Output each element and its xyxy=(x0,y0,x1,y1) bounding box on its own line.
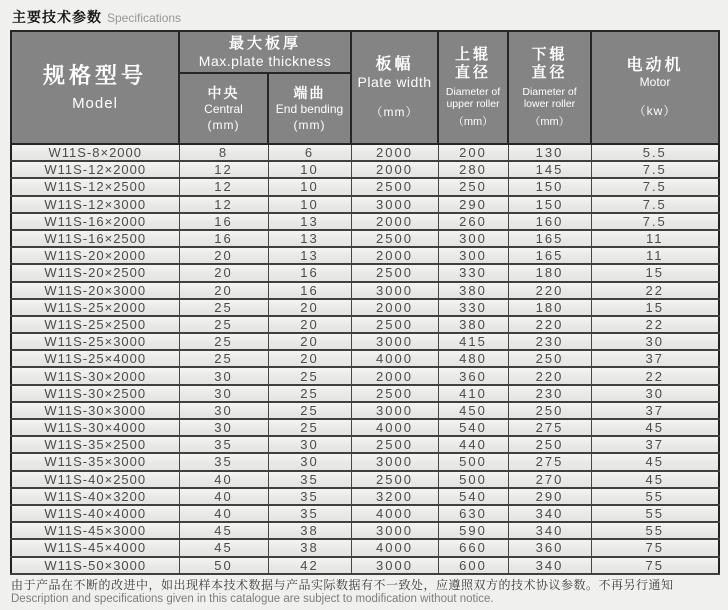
end-bending-cell: 38 xyxy=(268,539,351,556)
table-row xyxy=(11,196,719,213)
header-max-plate-thickness xyxy=(179,31,351,73)
table-row xyxy=(11,178,719,195)
table-row xyxy=(11,505,719,522)
plate-width-cell: 4000 xyxy=(351,419,438,436)
motor-power-cell: 55 xyxy=(591,522,719,539)
lower-roller-cell: 180 xyxy=(508,264,591,281)
central-thickness-cell: 25 xyxy=(179,350,268,367)
end-bending-cell: 42 xyxy=(268,557,351,574)
plate-width-cell: 3000 xyxy=(351,557,438,574)
end-bending-cell: 13 xyxy=(268,213,351,230)
plate-width-cell: 2000 xyxy=(351,213,438,230)
central-thickness-cell: 20 xyxy=(179,247,268,264)
motor-power-cell: 37 xyxy=(591,402,719,419)
model-cell: W11S-30×2000 xyxy=(11,367,179,384)
end-bending-cell: 6 xyxy=(268,144,351,161)
table-header xyxy=(11,31,719,144)
table-row xyxy=(11,161,719,178)
plate-width-cell: 3200 xyxy=(351,488,438,505)
header-end-bending-en: End bending xyxy=(275,102,344,117)
lower-roller-cell: 340 xyxy=(508,522,591,539)
central-thickness-cell: 35 xyxy=(179,436,268,453)
end-bending-cell: 20 xyxy=(268,299,351,316)
header-upper-roller-zh-line1: 上辊 xyxy=(455,45,492,63)
end-bending-cell: 20 xyxy=(268,316,351,333)
lower-roller-cell: 290 xyxy=(508,488,591,505)
upper-roller-cell: 260 xyxy=(438,213,508,230)
table-row xyxy=(11,247,719,264)
central-thickness-cell: 40 xyxy=(179,471,268,488)
upper-roller-cell: 330 xyxy=(438,264,508,281)
motor-power-cell: 7.5 xyxy=(591,213,719,230)
header-end-bending xyxy=(268,73,351,144)
motor-power-cell: 45 xyxy=(591,471,719,488)
header-plate-width xyxy=(351,31,438,144)
page-title-zh: 主要技术参数 xyxy=(12,9,102,25)
plate-width-cell: 2000 xyxy=(351,367,438,384)
upper-roller-cell: 380 xyxy=(438,316,508,333)
central-thickness-cell: 50 xyxy=(179,557,268,574)
motor-power-cell: 11 xyxy=(591,230,719,247)
model-cell: W11S-25×4000 xyxy=(11,350,179,367)
plate-width-cell: 2500 xyxy=(351,264,438,281)
table-row xyxy=(11,539,719,556)
model-cell: W11S-30×3000 xyxy=(11,402,179,419)
lower-roller-cell: 270 xyxy=(508,471,591,488)
upper-roller-cell: 480 xyxy=(438,350,508,367)
central-thickness-cell: 40 xyxy=(179,505,268,522)
header-central xyxy=(179,73,268,144)
model-cell: W11S-30×4000 xyxy=(11,419,179,436)
end-bending-cell: 13 xyxy=(268,230,351,247)
upper-roller-cell: 630 xyxy=(438,505,508,522)
central-thickness-cell: 25 xyxy=(179,316,268,333)
upper-roller-cell: 590 xyxy=(438,522,508,539)
upper-roller-cell: 450 xyxy=(438,402,508,419)
footer-note-en: Description and specifications given in this catalogue are subject to modification without notice. xyxy=(11,592,494,605)
table-row xyxy=(11,522,719,539)
central-thickness-cell: 45 xyxy=(179,522,268,539)
upper-roller-cell: 500 xyxy=(438,453,508,470)
upper-roller-cell: 330 xyxy=(438,299,508,316)
model-cell: W11S-12×2500 xyxy=(11,178,179,195)
central-thickness-cell: 20 xyxy=(179,264,268,281)
end-bending-cell: 30 xyxy=(268,436,351,453)
lower-roller-cell: 250 xyxy=(508,436,591,453)
upper-roller-cell: 300 xyxy=(438,230,508,247)
plate-width-cell: 2000 xyxy=(351,247,438,264)
header-central-zh: 中央 xyxy=(207,84,240,101)
header-lower-roller-zh-line2: 直径 xyxy=(531,63,568,81)
end-bending-cell: 20 xyxy=(268,333,351,350)
lower-roller-cell: 150 xyxy=(508,178,591,195)
lower-roller-cell: 250 xyxy=(508,350,591,367)
central-thickness-cell: 40 xyxy=(179,488,268,505)
motor-power-cell: 15 xyxy=(591,264,719,281)
header-motor-en: Motor xyxy=(639,74,671,89)
plate-width-cell: 2500 xyxy=(351,316,438,333)
table-row xyxy=(11,453,719,470)
lower-roller-cell: 220 xyxy=(508,367,591,384)
header-lower-roller-zh-line1: 下辊 xyxy=(531,45,568,63)
header-lower-roller-unit: （mm） xyxy=(529,116,570,129)
central-thickness-cell: 30 xyxy=(179,402,268,419)
motor-power-cell: 55 xyxy=(591,505,719,522)
central-thickness-cell: 30 xyxy=(179,385,268,402)
end-bending-cell: 25 xyxy=(268,385,351,402)
upper-roller-cell: 415 xyxy=(438,333,508,350)
upper-roller-cell: 200 xyxy=(438,144,508,161)
model-cell: W11S-12×2000 xyxy=(11,161,179,178)
upper-roller-cell: 280 xyxy=(438,161,508,178)
motor-power-cell: 11 xyxy=(591,247,719,264)
header-central-en: Central xyxy=(204,102,243,117)
end-bending-cell: 35 xyxy=(268,505,351,522)
table-row xyxy=(11,367,719,384)
motor-power-cell: 45 xyxy=(591,419,719,436)
lower-roller-cell: 275 xyxy=(508,419,591,436)
table-row xyxy=(11,557,719,574)
plate-width-cell: 3000 xyxy=(351,333,438,350)
header-upper-roller-diameter xyxy=(438,31,508,144)
upper-roller-cell: 660 xyxy=(438,539,508,556)
model-cell: W11S-40×2500 xyxy=(11,471,179,488)
plate-width-cell: 3000 xyxy=(351,402,438,419)
plate-width-cell: 2500 xyxy=(351,230,438,247)
plate-width-cell: 2500 xyxy=(351,385,438,402)
lower-roller-cell: 360 xyxy=(508,539,591,556)
end-bending-cell: 13 xyxy=(268,247,351,264)
header-motor xyxy=(591,31,719,144)
upper-roller-cell: 600 xyxy=(438,557,508,574)
lower-roller-cell: 250 xyxy=(508,402,591,419)
end-bending-cell: 35 xyxy=(268,471,351,488)
upper-roller-cell: 250 xyxy=(438,178,508,195)
central-thickness-cell: 12 xyxy=(179,178,268,195)
model-cell: W11S-20×2000 xyxy=(11,247,179,264)
motor-power-cell: 45 xyxy=(591,453,719,470)
header-upper-roller-en: Diameter of upper roller xyxy=(445,85,501,110)
lower-roller-cell: 145 xyxy=(508,161,591,178)
table-row xyxy=(11,402,719,419)
motor-power-cell: 22 xyxy=(591,282,719,299)
motor-power-cell: 15 xyxy=(591,299,719,316)
header-upper-roller-unit: （mm） xyxy=(452,116,494,129)
central-thickness-cell: 45 xyxy=(179,539,268,556)
motor-power-cell: 5.5 xyxy=(591,144,719,161)
table-body xyxy=(11,144,719,574)
model-cell: W11S-35×2500 xyxy=(11,436,179,453)
central-thickness-cell: 12 xyxy=(179,196,268,213)
central-thickness-cell: 16 xyxy=(179,230,268,247)
plate-width-cell: 2500 xyxy=(351,471,438,488)
lower-roller-cell: 220 xyxy=(508,316,591,333)
footer-note-zh: 由于产品在不断的改进中，如出现样本技术数据与产品实际数据有不一致处，应遵照双方的技术协议参数。不再另行通知 xyxy=(11,577,674,592)
header-central-unit: (mm) xyxy=(207,118,240,133)
upper-roller-cell: 290 xyxy=(438,196,508,213)
central-thickness-cell: 30 xyxy=(179,367,268,384)
motor-power-cell: 22 xyxy=(591,367,719,384)
end-bending-cell: 10 xyxy=(268,196,351,213)
table-row xyxy=(11,488,719,505)
end-bending-cell: 25 xyxy=(268,367,351,384)
motor-power-cell: 7.5 xyxy=(591,161,719,178)
lower-roller-cell: 165 xyxy=(508,230,591,247)
header-upper-roller-zh-line2: 直径 xyxy=(455,63,492,81)
table-row xyxy=(11,385,719,402)
end-bending-cell: 38 xyxy=(268,522,351,539)
table-row xyxy=(11,436,719,453)
header-model-en: Model xyxy=(72,95,118,113)
upper-roller-cell: 540 xyxy=(438,419,508,436)
table-row xyxy=(11,419,719,436)
plate-width-cell: 2500 xyxy=(351,178,438,195)
model-cell: W11S-20×2500 xyxy=(11,264,179,281)
model-cell: W11S-45×4000 xyxy=(11,539,179,556)
central-thickness-cell: 25 xyxy=(179,299,268,316)
motor-power-cell: 30 xyxy=(591,385,719,402)
footer-note xyxy=(10,578,718,606)
header-max-plate-thickness-en: Max.plate thickness xyxy=(198,52,332,69)
central-thickness-cell: 20 xyxy=(179,282,268,299)
central-thickness-cell: 12 xyxy=(179,161,268,178)
model-cell: W11S-25×2000 xyxy=(11,299,179,316)
header-max-plate-thickness-zh: 最大板厚 xyxy=(229,34,302,52)
table-row xyxy=(11,144,719,161)
end-bending-cell: 25 xyxy=(268,402,351,419)
upper-roller-cell: 300 xyxy=(438,247,508,264)
model-cell: W11S-40×4000 xyxy=(11,505,179,522)
lower-roller-cell: 150 xyxy=(508,196,591,213)
lower-roller-cell: 130 xyxy=(508,144,591,161)
header-plate-width-unit: （mm） xyxy=(370,105,419,120)
table-row xyxy=(11,230,719,247)
model-cell: W11S-12×3000 xyxy=(11,196,179,213)
upper-roller-cell: 500 xyxy=(438,471,508,488)
end-bending-cell: 10 xyxy=(268,178,351,195)
model-cell: W11S-50×3000 xyxy=(11,557,179,574)
header-lower-roller-diameter xyxy=(508,31,591,144)
upper-roller-cell: 440 xyxy=(438,436,508,453)
header-motor-unit: （kw） xyxy=(633,104,677,119)
central-thickness-cell: 25 xyxy=(179,333,268,350)
table-row xyxy=(11,316,719,333)
header-plate-width-zh: 板幅 xyxy=(375,55,414,73)
plate-width-cell: 3000 xyxy=(351,196,438,213)
lower-roller-cell: 165 xyxy=(508,247,591,264)
header-end-bending-unit: (mm) xyxy=(293,118,326,133)
model-cell: W11S-20×3000 xyxy=(11,282,179,299)
lower-roller-cell: 220 xyxy=(508,282,591,299)
upper-roller-cell: 380 xyxy=(438,282,508,299)
motor-power-cell: 55 xyxy=(591,488,719,505)
plate-width-cell: 3000 xyxy=(351,453,438,470)
header-plate-width-en: Plate width xyxy=(357,73,432,90)
model-cell: W11S-35×3000 xyxy=(11,453,179,470)
plate-width-cell: 2000 xyxy=(351,299,438,316)
model-cell: W11S-40×3200 xyxy=(11,488,179,505)
table-row xyxy=(11,299,719,316)
page-title-en: Specifications xyxy=(107,11,182,25)
model-cell: W11S-25×3000 xyxy=(11,333,179,350)
lower-roller-cell: 160 xyxy=(508,213,591,230)
lower-roller-cell: 230 xyxy=(508,333,591,350)
upper-roller-cell: 410 xyxy=(438,385,508,402)
plate-width-cell: 4000 xyxy=(351,350,438,367)
upper-roller-cell: 360 xyxy=(438,367,508,384)
lower-roller-cell: 340 xyxy=(508,505,591,522)
table-row xyxy=(11,350,719,367)
end-bending-cell: 25 xyxy=(268,419,351,436)
end-bending-cell: 30 xyxy=(268,453,351,470)
table-row xyxy=(11,264,719,281)
motor-power-cell: 75 xyxy=(591,539,719,556)
model-cell: W11S-8×2000 xyxy=(11,144,179,161)
motor-power-cell: 7.5 xyxy=(591,196,719,213)
lower-roller-cell: 340 xyxy=(508,557,591,574)
lower-roller-cell: 230 xyxy=(508,385,591,402)
plate-width-cell: 2000 xyxy=(351,161,438,178)
header-end-bending-zh: 端曲 xyxy=(293,84,326,101)
central-thickness-cell: 8 xyxy=(179,144,268,161)
upper-roller-cell: 540 xyxy=(438,488,508,505)
model-cell: W11S-25×2500 xyxy=(11,316,179,333)
specifications-table xyxy=(10,30,720,575)
header-model xyxy=(11,31,179,144)
model-cell: W11S-30×2500 xyxy=(11,385,179,402)
header-motor-zh: 电动机 xyxy=(626,56,684,74)
lower-roller-cell: 275 xyxy=(508,453,591,470)
motor-power-cell: 30 xyxy=(591,333,719,350)
end-bending-cell: 10 xyxy=(268,161,351,178)
end-bending-cell: 16 xyxy=(268,282,351,299)
lower-roller-cell: 180 xyxy=(508,299,591,316)
plate-width-cell: 4000 xyxy=(351,539,438,556)
model-cell: W11S-45×3000 xyxy=(11,522,179,539)
header-model-zh: 规格型号 xyxy=(42,62,147,88)
central-thickness-cell: 30 xyxy=(179,419,268,436)
motor-power-cell: 37 xyxy=(591,436,719,453)
plate-width-cell: 2500 xyxy=(351,436,438,453)
table-row xyxy=(11,213,719,230)
plate-width-cell: 4000 xyxy=(351,505,438,522)
table-row xyxy=(11,333,719,350)
model-cell: W11S-16×2000 xyxy=(11,213,179,230)
motor-power-cell: 75 xyxy=(591,557,719,574)
model-cell: W11S-16×2500 xyxy=(11,230,179,247)
motor-power-cell: 7.5 xyxy=(591,178,719,195)
table-row xyxy=(11,282,719,299)
plate-width-cell: 3000 xyxy=(351,522,438,539)
table-row xyxy=(11,471,719,488)
end-bending-cell: 16 xyxy=(268,264,351,281)
end-bending-cell: 20 xyxy=(268,350,351,367)
page-title xyxy=(10,7,718,28)
central-thickness-cell: 35 xyxy=(179,453,268,470)
header-lower-roller-en: Diameter of lower roller xyxy=(522,85,577,110)
central-thickness-cell: 16 xyxy=(179,213,268,230)
end-bending-cell: 35 xyxy=(268,488,351,505)
motor-power-cell: 22 xyxy=(591,316,719,333)
plate-width-cell: 3000 xyxy=(351,282,438,299)
plate-width-cell: 2000 xyxy=(351,144,438,161)
motor-power-cell: 37 xyxy=(591,350,719,367)
